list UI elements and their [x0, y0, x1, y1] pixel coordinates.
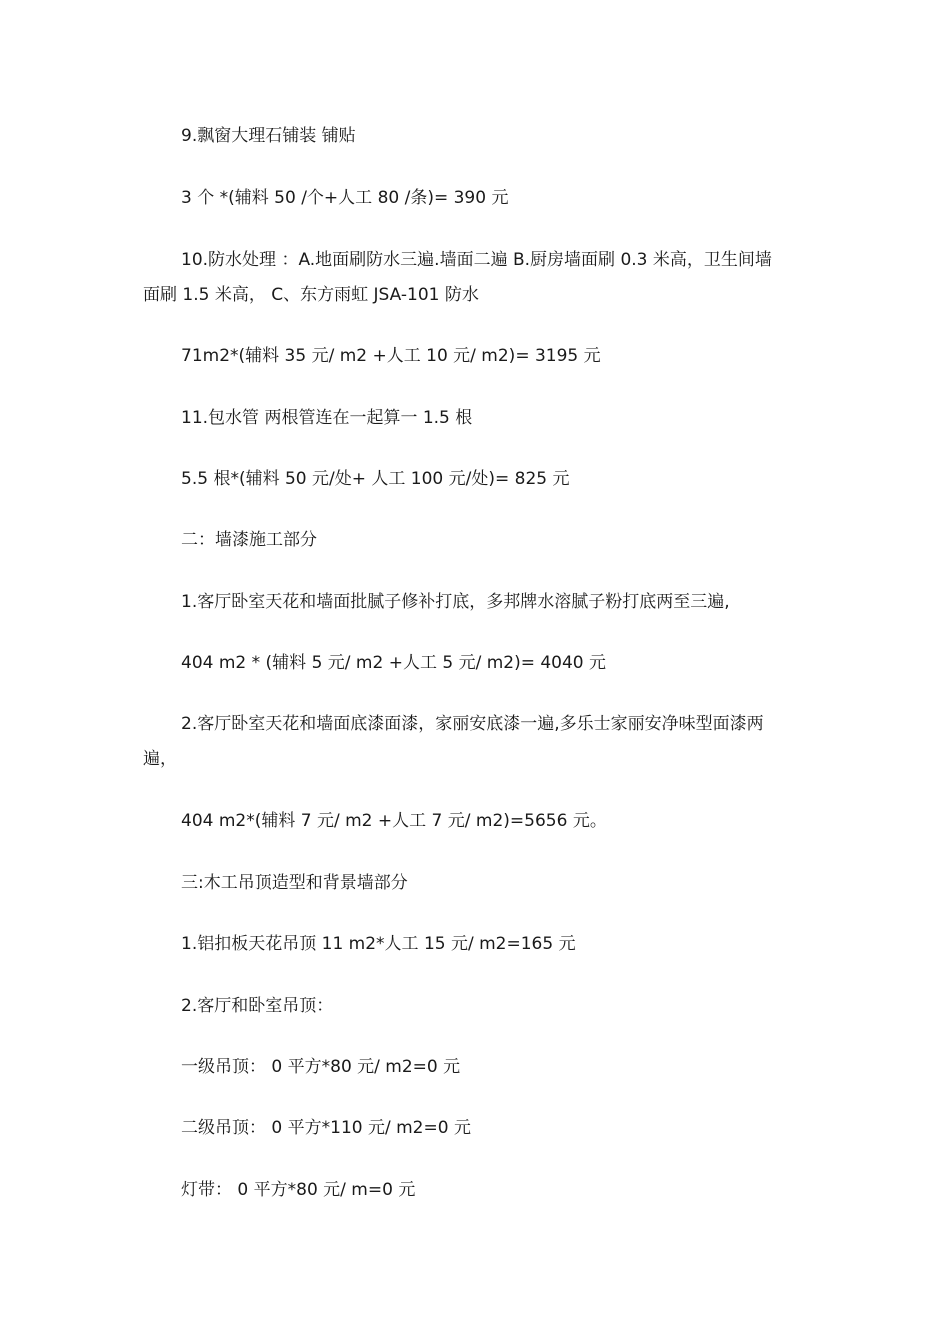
- ceiling-item-2-title: 2.客厅和卧室吊顶：: [181, 996, 334, 1016]
- paint-item-1-cost: 404 m2 * (辅料 5 元/ m2 +人工 5 元/ m2)= 4040 元: [181, 653, 607, 673]
- paint-item-2-title-continued: 遍，: [143, 749, 177, 769]
- ceiling-level-1: 一级吊顶： 0 平方*80 元/ m2=0 元: [181, 1057, 461, 1077]
- item-9-title: 9.飘窗大理石铺装 铺贴: [181, 126, 356, 146]
- paint-item-2-cost: 404 m2*(辅料 7 元/ m2 +人工 7 元/ m2)=5656 元。: [181, 811, 607, 831]
- item-10-title: 10.防水处理 ：A.地面刷防水三遍.墙面二遍 B.厨房墙面刷 0.3 米高，卫生间墙: [181, 250, 772, 270]
- section-3-heading: 三:木工吊顶造型和背景墙部分: [181, 873, 408, 893]
- ceiling-level-2: 二级吊顶： 0 平方*110 元/ m2=0 元: [181, 1118, 471, 1138]
- paint-item-1-title: 1.客厅卧室天花和墙面批腻子修补打底，多邦牌水溶腻子粉打底两至三遍,: [181, 592, 730, 612]
- item-9-cost: 3 个 *(辅料 50 /个+人工 80 /条)= 390 元: [181, 188, 509, 208]
- section-2-heading: 二：墙漆施工部分: [181, 530, 317, 550]
- item-11-title: 11.包水管 两根管连在一起算一 1.5 根: [181, 408, 473, 428]
- item-10-title-continued: 面刷 1.5 米高， C、东方雨虹 JSA-101 防水: [143, 285, 479, 305]
- paint-item-2-title: 2.客厅卧室天花和墙面底漆面漆，家丽安底漆一遍,多乐士家丽安净味型面漆两: [181, 714, 764, 734]
- light-strip: 灯带： 0 平方*80 元/ m=0 元: [181, 1180, 416, 1200]
- item-11-cost: 5.5 根*(辅料 50 元/处+ 人工 100 元/处)= 825 元: [181, 469, 570, 489]
- ceiling-item-1: 1.铝扣板天花吊顶 11 m2*人工 15 元/ m2=165 元: [181, 934, 576, 954]
- item-10-cost: 71m2*(辅料 35 元/ m2 +人工 10 元/ m2)= 3195 元: [181, 346, 601, 366]
